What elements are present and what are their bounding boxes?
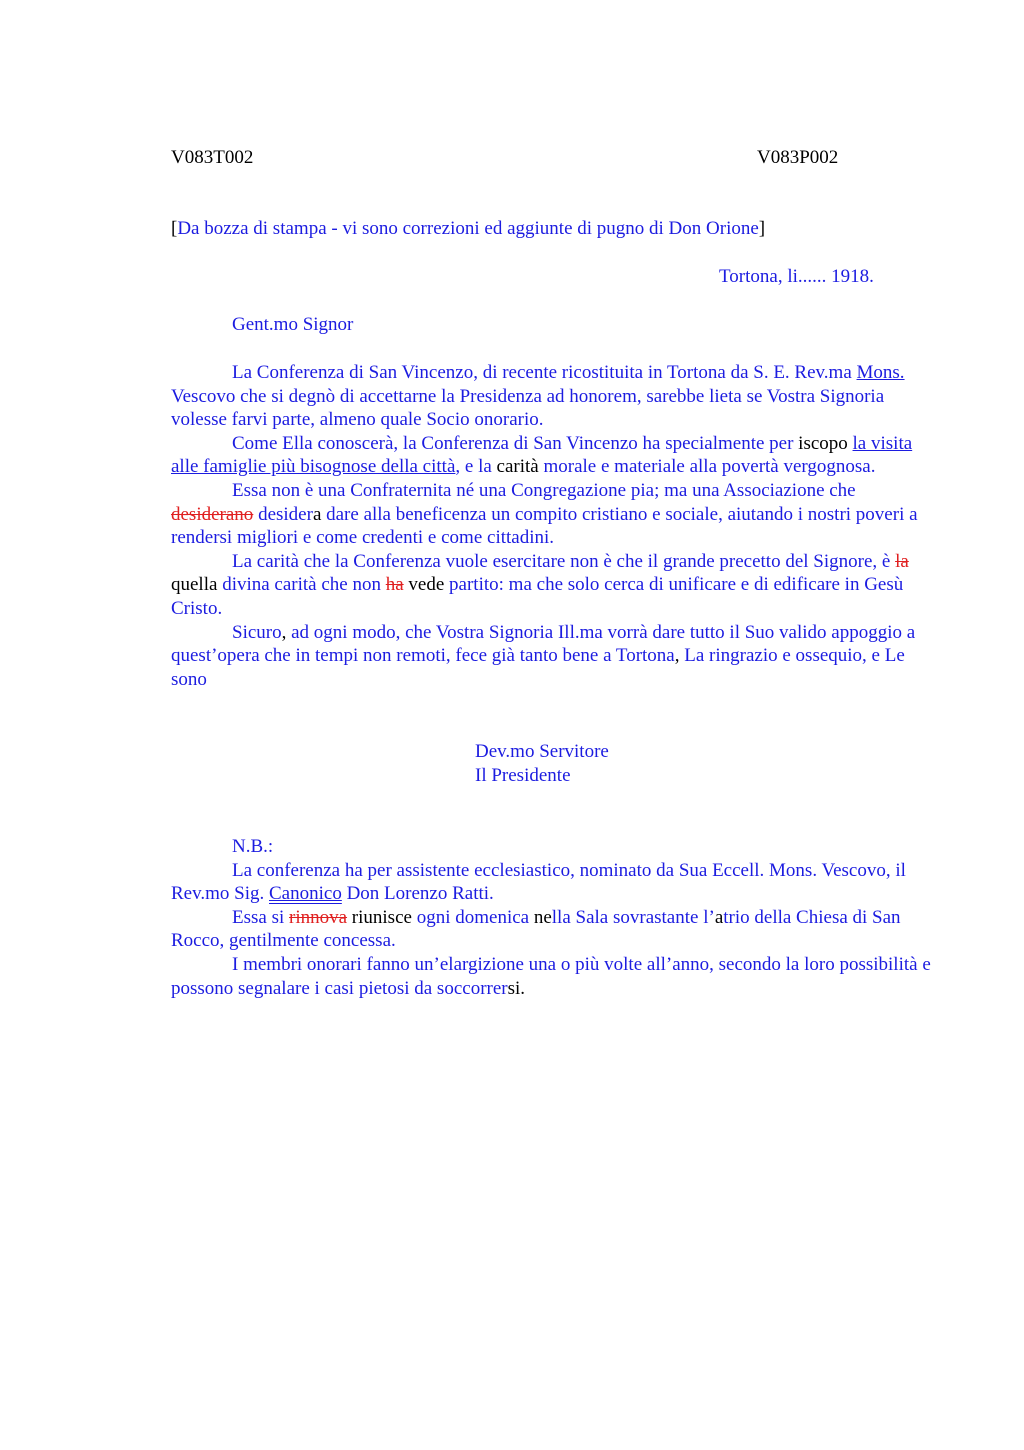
nb-p1-text-a: La conferenza ha per assistente ecclesiastico, nominato da Sua Eccell. Mons. Vescovo, il Rev.mo Sig. (171, 859, 906, 905)
p3-handwritten-correction: a (312, 503, 322, 525)
nb-p2-text-g: trio della Chiesa di San Rocco, gentilmente concessa. (171, 906, 901, 952)
p2-underlined: la visita alle famiglie più bisognose della città (171, 432, 913, 478)
p3-text-a: Essa non è una Confraternita né una Congregazione pia; ma una Associazione che (232, 479, 856, 501)
nb-p2-handwritten-a: a (714, 906, 724, 928)
note-close-bracket: ] (758, 218, 766, 239)
paragraph-2 (171, 432, 931, 479)
document-code-left: V083T002 (171, 147, 254, 168)
p2-text-a: Come Ella conoscerà, la Conferenza di San Vincenzo ha specialmente per (232, 432, 799, 454)
p1-underlined: Mons. (856, 362, 905, 383)
p5-handwritten-comma-1: , (281, 621, 287, 643)
nb-p2-text-e: lla Sala sovrastante l’ (551, 906, 715, 928)
nb-p2-text-a: Essa si (232, 906, 289, 928)
note-open-bracket: [ (171, 218, 178, 239)
paragraph-4 (171, 550, 931, 621)
note-text: Da bozza di stampa - vi sono correzioni ed aggiunte di pugno di Don Orione (177, 218, 759, 239)
nb-label: N.B.: (232, 836, 274, 857)
p4-text-e: partito: ma che solo cerca di unificare e di edificare in Gesù Cristo. (171, 574, 904, 619)
p2-handwritten-carita: carità (496, 456, 539, 478)
p3-text-b: desider (253, 503, 313, 525)
p4-text-c: divina carità che non (217, 574, 386, 596)
p2-text-e: , e la (455, 456, 497, 478)
nb-paragraph-2 (171, 906, 931, 953)
paragraph-5 (171, 621, 931, 692)
signature-closing: Dev.mo Servitore (475, 741, 609, 762)
p2-handwritten-addition: iscopo (798, 432, 848, 454)
p1-text-a: La Conferenza di San Vincenzo, di recente ricostituita in Tortona da S. E. Rev.ma (232, 362, 857, 383)
p4-handwritten-quella: quella (171, 574, 218, 596)
nb-p2-handwritten-ne: ne (533, 906, 552, 928)
p4-deletion-2: ha (385, 574, 404, 596)
p4-deletion-1: la (895, 550, 909, 572)
nb-paragraph-3 (171, 953, 931, 1000)
nota-bene-section (171, 835, 931, 1000)
paragraph-1 (171, 361, 931, 432)
signature-block (475, 740, 609, 787)
nb-p2-text-c: ogni domenica (411, 906, 534, 928)
signature-title: Il Presidente (475, 764, 571, 786)
p1-text-c: Vescovo che si degnò di accettarne la Presidenza ad honorem, sarebbe lieta se Vostra Signoria volesse farvi parte, almeno quale Socio onorario. (171, 385, 885, 431)
document-page (171, 146, 931, 999)
nb-p3-text-a: I membri onorari fanno un’elargizione una o più volte all’anno, secondo la loro possibilità e possono segnalare i casi pietosi da soccorrer (171, 953, 931, 999)
p5-text-e: La ringrazio e ossequio, e Le sono (171, 645, 905, 690)
letter-date: Tortona, li...... 1918. (719, 266, 874, 287)
paragraph-3 (171, 479, 931, 550)
letter-body (171, 361, 931, 691)
editorial-note (171, 217, 765, 241)
p5-text-c: ad ogni modo, che Vostra Signoria Ill.ma vorrà dare tutto il Suo valido appoggio a quest’opera che in tempi non remoti, fece già tanto bene a Tortona (171, 621, 916, 667)
nb-p1-double-underlined: Canonico (269, 883, 342, 905)
salutation: Gent.mo Signor (232, 314, 354, 335)
p5-text-a: Sicuro (232, 621, 282, 643)
p4-text-a: La carità che la Conferenza vuole esercitare non è che il grande precetto del Signore, è (232, 550, 896, 572)
nb-paragraph-1 (171, 859, 931, 906)
document-code-right: V083P002 (757, 147, 839, 168)
nb-p2-deletion: rinnova (289, 906, 348, 928)
p3-deletion: desiderano (171, 503, 254, 525)
p4-handwritten-vede: vede (403, 574, 445, 596)
nb-p3-handwritten-si: si. (507, 977, 526, 999)
page-header (171, 146, 931, 170)
p5-handwritten-comma-2: , (674, 645, 680, 667)
nb-p2-handwritten-riunisce: riunisce (347, 906, 412, 928)
p2-text-g: morale e materiale alla povertà vergognosa. (538, 456, 876, 478)
nb-p1-text-c: Don Lorenzo Ratti. (341, 883, 494, 905)
p3-text-d: dare alla beneficenza un compito cristiano e sociale, aiutando i nostri poveri a rendersi migliori e come credenti e come cittadini. (171, 503, 918, 549)
